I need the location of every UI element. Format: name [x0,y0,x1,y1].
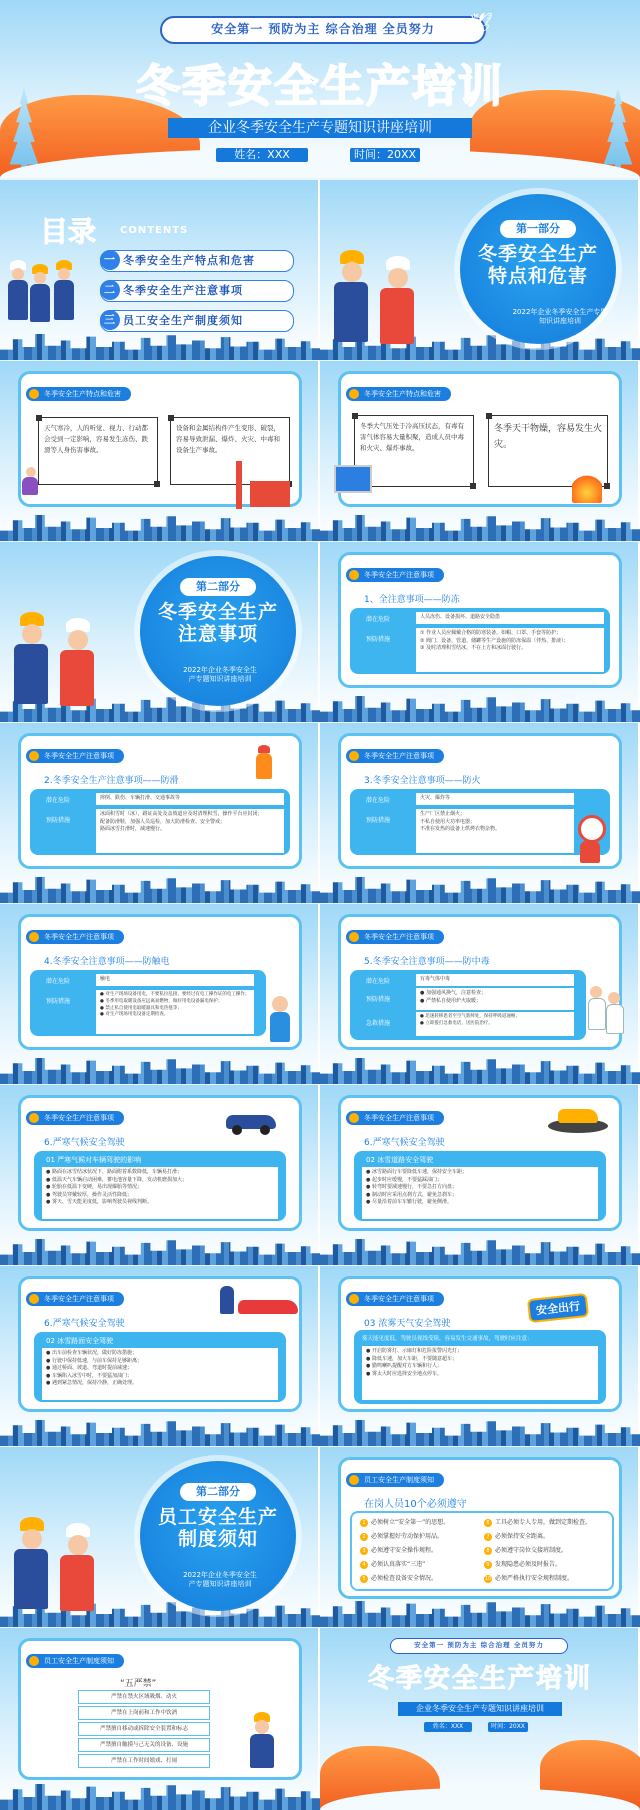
city-skyline [320,1420,640,1446]
city-skyline [0,877,320,903]
city-skyline [320,877,640,903]
section-title: 员工安全生产 制度须知 [157,1506,278,1550]
drive-slide-b [320,1085,640,1265]
section3-slide [0,1447,320,1627]
note-label-c: 急救措施 [366,1020,391,1027]
five-prohibitions-slide [0,1628,320,1810]
note-label-b: 预防措施 [46,817,71,824]
note-label-a: 潜在危险 [46,797,71,804]
note-value-c: ● 迅速转移患者至空气新鲜处，保持呼吸道通畅； ● 立即拨打急救电话，送医院治疗。 [416,1012,574,1036]
cover-title: 冬季安全生产培训 [136,61,504,112]
staff-rules-slide [320,1447,640,1627]
section-tag: 冬季安全生产注意事项 [346,749,444,763]
note-label-a: 潜在危险 [366,797,391,804]
note-label-b: 预防措施 [366,817,391,824]
note4-slide [0,904,320,1084]
note-value-a: 有毒气体中毒 [416,974,574,986]
feature-box-2: 设备和金属结构件产生变形、破裂，容易导致泄漏、爆炸、火灾、中毒和设备生产事故。 [170,417,290,485]
workers-illustration [6,260,76,340]
rule-item: 2 必须掌握好劳动保护用品。 [360,1531,443,1541]
no-smoking-illustration [576,815,606,865]
section-tag: 员工安全生产制度须知 [346,1473,444,1487]
note-label-b: 预防措施 [46,998,71,1005]
city-skyline [0,1058,320,1084]
note-value-a: 火灾、爆炸等 [416,793,574,805]
engineers-illustration [326,250,436,350]
car-illustration [226,1107,278,1135]
note-heading: 2.冬季安全生产注意事项——防滑 [44,776,179,786]
rule-item: 1 必须树立“安全第一”的思想。 [360,1517,449,1527]
note-label-a: 潜在危险 [46,978,71,985]
worker-illustration [244,1712,280,1772]
prohibition-row: 严禁擅自移动或拆除安全装置和标志 [78,1722,210,1736]
name-label: 姓名：XXX [216,148,308,162]
section1-slide [320,180,640,360]
prohibition-row: 严禁在工作时间嬉戏、打闹 [78,1754,210,1768]
end-title: 冬季安全生产培训 [367,1664,592,1694]
end-slide [320,1628,640,1810]
note1-slide [320,542,640,722]
note2-slide [0,723,320,903]
drive-slide-d [320,1266,640,1446]
end-subtitle: 企业冬季安全生产专题知识讲座培训 [398,1702,562,1716]
section-tag: 冬季安全生产特点和危害 [346,387,451,401]
dove-icon: 🕊 [470,12,493,33]
section-part-label: 第二部分 [180,1483,256,1501]
toc-item-3[interactable]: 三 员工安全生产制度须知 [100,310,294,332]
note-value-a: 摔倒、跌伤、车辆打滑、交通事故等 [96,793,284,805]
toc-item-1[interactable]: 一 冬季安全生产特点和危害 [100,250,294,272]
toc-title: 目录 [40,215,97,248]
section-subtitle: 2022年企业冬季安全生产专题知识讲座培训 [183,666,257,684]
note5-slide [320,904,640,1084]
note-heading: 4.冬季安全注意事项——防触电 [44,957,170,967]
rules-heading: 在岗人员10个必须遵守 [364,1499,467,1510]
drive-heading: 6.严寒气候安全驾驶 [44,1319,125,1329]
shocked-man-illustration [266,996,296,1046]
engineers-illustration [6,1517,116,1617]
plant-illustration [232,461,292,509]
drive-list: ● 开启防雾灯、示廓灯和危险报警闪光灯； ● 降低车速，加大车距，不要随意超车； ● 勤鸣喇叭提醒对方车辆和行人； ● 雾太大时应选择安全地点停车。 [362,1346,598,1400]
drive-heading: 6.严寒气候安全驾驶 [44,1138,125,1148]
computer-illustration [334,465,370,501]
section-tag: 冬季安全生产注意事项 [346,1111,444,1125]
rule-item: 10 必须严格执行安全规程制度。 [484,1575,574,1582]
section-tag: 冬季安全生产注意事项 [346,568,444,582]
note-label-a: 潜在危险 [366,616,391,623]
police-car-illustration [220,1286,300,1320]
city-skyline [0,1239,320,1265]
slogan-banner: 安全第一 预防为主 综合治理 全员努力 [160,16,486,44]
section-tag: 冬季安全生产注意事项 [346,930,444,944]
section-tag: 冬季安全生产注意事项 [26,1111,124,1125]
end-time-label: 时间：20XX [488,1722,528,1732]
taxi-illustration [548,1105,610,1135]
drive-intro: 雾天能见度低，驾驶员视线受阻，容易发生交通事故，驾驶时应注意： [362,1336,533,1342]
toc-item-2[interactable]: 二 冬季安全生产注意事项 [100,280,294,302]
engineers-illustration [6,612,116,712]
cover-slide [0,0,640,178]
note-value-b: 冰面积雪时（冰），路证高处及盖坡道应及时清理积雪，操作平台应封闭； 配备防滑鞋，加强人员巡检，加大防滑检查、安全警戒； 路面冰雪打滑时，减速慢行。 [96,809,284,853]
drive-subheading: 02 冰雪道路安全驾驶 [366,1156,434,1164]
note-value-b: ● 对生产现场设备用电，不要私拉乱接，要经过有电工操作证的电工操作； ● 冬季用电取暖设备应远离易燃物，做好用电设备漏电保护； ● 禁止私自使用电取暖器具和电热毯等； ● 对生产现场用电设备定期检查。 [96,990,254,1034]
note-value-b: 生产厂区禁止烟火； 不私自使用大功率电器； 不准在发热的设备上烘烤衣物杂物。 [416,809,574,853]
section-tag: 冬季安全生产注意事项 [26,749,124,763]
section-tag: 冬季安全生产注意事项 [26,1292,124,1306]
section-subtitle: 2022年企业冬季安全生产专题知识讲座培训 [183,1571,257,1589]
drive-slide-a [0,1085,320,1265]
features-slide-b [320,361,640,541]
drive-list: ● 出车前检查车辆状况，做好防冻措施； ● 行驶中保持低速，与前车保持足够距离； ● 通过桥面、坡道、弯道时提前减速； ● 车辆陷入冰雪中时，不要猛加油门； ● 遇到紧急情况，保持冷静，正确处理。 [42,1348,278,1400]
city-skyline [0,515,320,541]
drive-list: ● 路面在冰雪结冰状况下，路面附着系数降低，车辆易打滑； ● 低温天气车辆启动困难，蓄电池容量下降，发动机磨损加大； ● 轮胎在低温下变硬，易出现爆胎等情况； ● 驾驶员穿戴较厚，操作灵活性降低； ● 雾天、雪天能见度低，影响驾驶员视线判断。 [42,1167,278,1219]
drive-heading: 6.严寒气候安全驾驶 [364,1138,445,1148]
section-tag: 员工安全生产制度须知 [26,1654,124,1668]
safe-travel-badge: 安全出行 [527,1293,589,1323]
note3-slide [320,723,640,903]
city-skyline [320,696,640,722]
rule-item: 3 必须遵守安全操作规程。 [360,1545,437,1555]
feature-box-2: 冬季天干物燥，容易发生火灾。 [488,415,608,487]
city-skyline [0,1420,320,1446]
section-part-label: 第一部分 [500,220,576,238]
section-title: 冬季安全生产 注意事项 [157,601,278,645]
drive-subheading: 01 严寒气候对车辆驾驶的影响 [46,1156,142,1164]
rule-item: 7 必须保持安全距离。 [484,1531,549,1541]
section-subtitle: 2022年企业冬季安全生产专题知识讲座培训 [512,308,608,326]
note-label-b: 预防措施 [366,996,391,1003]
rule-item: 4 必须认真落实“三违” [360,1559,425,1569]
rule-item: 6 工具必须专人专用，做到定期检查。 [484,1517,591,1527]
climber-illustration [250,745,280,785]
note-heading: 1、全注意事项——防冻 [364,595,460,605]
prohibition-row: 严禁在上岗前和工作中饮酒 [78,1706,210,1720]
note-label-b: 预防措施 [366,636,391,643]
section-title: 冬季安全生产 特点和危害 [477,243,598,287]
note-heading: 3.冬季安全注意事项——防火 [364,776,481,786]
city-skyline [320,1058,640,1084]
section-tag: 冬季安全生产注意事项 [346,1292,444,1306]
features-slide-a [0,361,320,541]
prohibition-row: 严禁擅自触摸与己无关的设备、设施 [78,1738,210,1752]
toc-contents: CONTENTS [120,225,189,236]
feature-box-1: 天气寒冷，人的听觉、视力、行动都会受到一定影响，容易发生冻伤、跌滑等人身伤害事故。 [38,417,158,485]
time-label: 时间：20XX [350,148,420,162]
toc-slide [0,180,320,360]
drive-slide-c [0,1266,320,1446]
slip-illustration [16,467,46,503]
section-tag: 冬季安全生产特点和危害 [26,387,131,401]
note-value-b: ● 加强通风换气，注意检查； ● 严禁私自使用炉火取暖； [416,988,574,1010]
rule-item: 8 必须遵守岗位交接班制度。 [484,1545,567,1555]
note-value-a: 人员冻伤、设备损坏、道路安全隐患 [416,612,604,624]
fire-illustration [566,459,616,509]
prohibition-row: 严禁在禁火区域吸烟、动火 [78,1690,210,1704]
section-part-label: 第二部分 [180,578,256,596]
note-label-a: 潜在危险 [366,978,391,985]
rule-item: 5 必须检查设备安全情况。 [360,1573,437,1583]
rule-item: 9 发现隐患必须及时报告。 [484,1559,561,1569]
note-heading: 5.冬季安全注意事项——防中毒 [364,957,490,967]
note-value-b: ① 作业人员应佩戴合格的防寒装备，如帽、口罩、手套等防护； ② 阀门、设备、管道、储罐等生产设施的防冻保温（伴热、排液）； ③ 及时清理积雪结冰，不在上方和冰面行驶行。 [416,628,604,672]
cover-subtitle: 企业冬季安全生产专题知识讲座培训 [168,118,472,138]
feature-box-1: 冬季大气压处于冷高压状态，有毒有害气体容易大量积聚，造成人员中毒和火灾、爆炸事故。 [354,415,474,487]
city-skyline [320,1239,640,1265]
city-skyline [320,1601,640,1627]
city-skyline [320,515,640,541]
section2-slide [0,542,320,722]
end-name-label: 姓名：XXX [424,1722,472,1732]
slogan-banner: 安全第一 预防为主 综合治理 全员努力 [390,1638,568,1654]
drive-subheading: 02 冰雪路面安全驾驶 [46,1337,114,1345]
drive-heading: 03 浓雾天气安全驾驶 [364,1319,451,1329]
medics-illustration [586,986,626,1046]
five-prohibitions-title: “五严禁” [120,1679,157,1689]
note-value-a: 触电 [96,974,254,986]
section-tag: 冬季安全生产注意事项 [26,930,124,944]
drive-list: ● 冰雪路面行车要降低车速，保持安全车距； ● 起步时应缓慢，不要猛踩油门； ● 转弯时要减速慢行，不要急打方向盘； ● 制动时应采用点刹方式，避免急刹车； ● 尽量沿着前车车辙行驶，避免侧滑。 [362,1167,598,1219]
city-skyline [0,1784,320,1810]
